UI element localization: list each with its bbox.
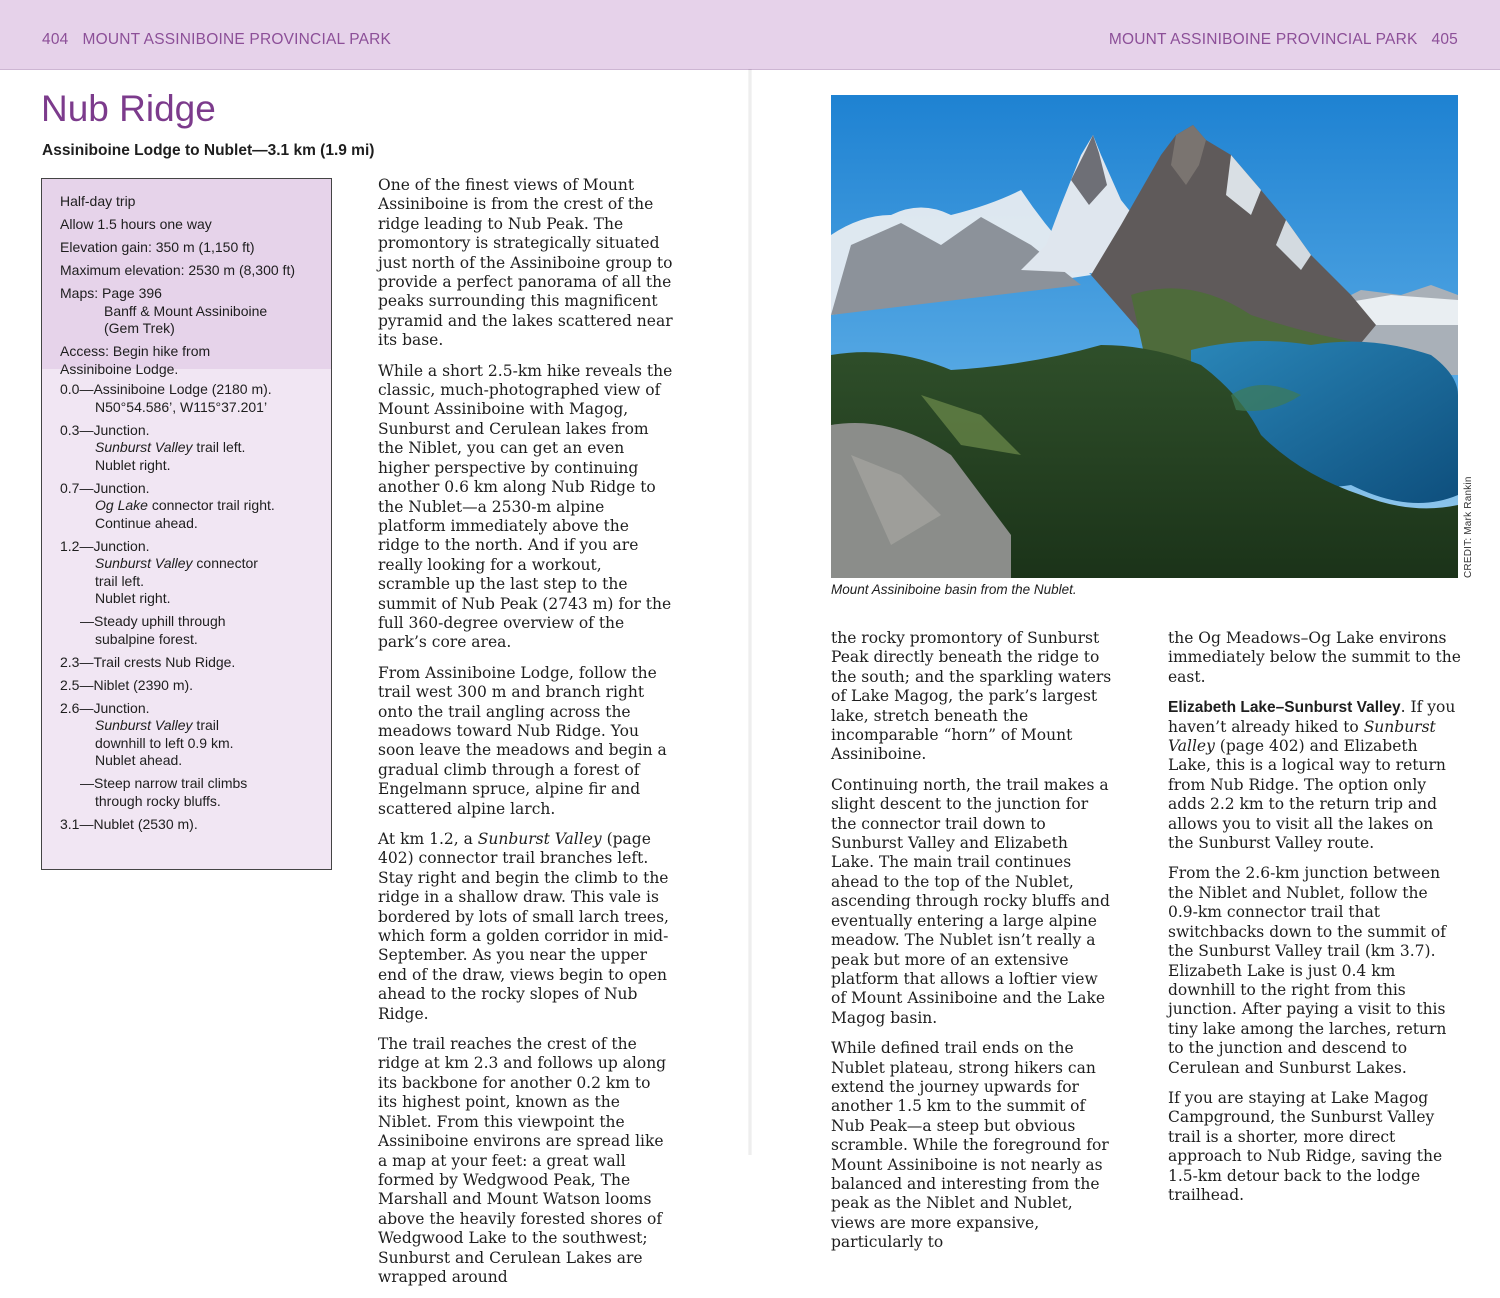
trail-summary xyxy=(42,179,331,377)
log-text: subalpine forest. xyxy=(95,630,198,647)
log-text: 0.0—Assiniboine Lodge (2180 m). xyxy=(60,381,272,397)
hike-subtitle: Assiniboine Lodge to Nublet—3.1 km (1.9 mi) xyxy=(42,142,375,159)
photo-credit: CREDIT: Mark Rankin xyxy=(1463,476,1474,578)
paragraph-text: . If you haven’t already hiked to xyxy=(1168,698,1456,736)
maps-line-3: (Gem Trek) xyxy=(104,320,175,336)
left-running-title: MOUNT ASSINIBOINE PROVINCIAL PARK xyxy=(82,31,392,48)
access-line-2: Assiniboine Lodge. xyxy=(60,360,179,377)
paragraph-text: At km 1.2, a xyxy=(378,830,478,848)
trail-log xyxy=(42,369,331,833)
log-text: Nublet right. xyxy=(95,590,171,606)
page-title: Nub Ridge xyxy=(41,88,216,129)
paragraph: From the 2.6-km junction between the Niblet and Nublet, follow the 0.9-km connector trail that switchbacks down to the summit of the Sunburst Valley trail (km 3.7). Elizabeth Lake is just 0.4 km downhill to the right from this junction. After paying a visit to this tiny lake among the larches, return to the junction and descend to Cerulean and Sunburst Lakes. xyxy=(1168,864,1447,1077)
elevation-gain: Elevation gain: 350 m (1,150 ft) xyxy=(60,239,255,255)
log-text xyxy=(60,439,321,457)
body-column-3 xyxy=(1168,629,1462,1216)
log-entry: 2.5—Niblet (2390 m). xyxy=(60,676,194,693)
log-entry xyxy=(60,700,321,770)
trail-name: Og Lake xyxy=(95,497,148,513)
trail-name: Sunburst Valley xyxy=(95,717,193,733)
trail-info-sidebar xyxy=(41,178,332,870)
max-elevation: Maximum elevation: 2530 m (8,300 ft) xyxy=(60,262,295,278)
log-entry: 3.1—Nublet (2530 m). xyxy=(60,815,198,832)
body-column-1 xyxy=(378,176,674,1298)
paragraph xyxy=(1168,698,1462,853)
paragraph-text: (page 402) connector trail branches left. Stay right and begin the climb to the ridge in a shallow draw. This vale is bordered by lots of small larch trees, which form a golden corridor in mid-September. As you near the upper end of the draw, views begin to open ahead to the rocky slopes of Nub Ridge. xyxy=(378,830,669,1023)
paragraph: If you are staying at Lake Magog Campground, the Sunburst Valley trail is a shorter, more direct approach to Nub Ridge, saving the 1.5-km detour back to the lodge trailhead. xyxy=(1168,1088,1443,1204)
mountain-photo xyxy=(831,95,1458,578)
paragraph: One of the finest views of Mount Assiniboine is from the crest of the ridge leading to Nub Peak. The promontory is strategically situated just north of the Assiniboine group to provide a perfect panorama of all the peaks surrounding this magnificent pyramid and the lakes scattered near its base. xyxy=(378,176,673,350)
log-entry xyxy=(60,381,321,416)
log-entry xyxy=(60,775,321,810)
running-header xyxy=(0,0,1500,70)
log-text: —Steep narrow trail climbs xyxy=(80,775,248,791)
section-heading: Elizabeth Lake–Sunburst Valley xyxy=(1168,699,1401,717)
trail-name: Sunburst Valley xyxy=(95,555,193,571)
paragraph: The trail reaches the crest of the ridge at km 2.3 and follows up along its backbone for another 0.2 km to its highest point, known as the Niblet. From this viewpoint the Assiniboine environs are spread like a map at your feet: a great wall formed by Wedgwood Peak, The Marshall and Mount Watson looms above the heavily forested shores of Wedgwood Lake to the southwest; Sunburst and Cerulean Lakes are wrapped around xyxy=(378,1035,667,1286)
right-page-number: 405 xyxy=(1431,31,1458,48)
log-text: Continue ahead. xyxy=(95,514,198,531)
paragraph-text: (page 402) and Elizabeth Lake, this is a logical way to return from Nub Ridge. The option only adds 2.2 km to the return trip and allows you to visit all the lakes on the Sunburst Valley route. xyxy=(1168,737,1446,853)
trip-time: Allow 1.5 hours one way xyxy=(60,216,212,232)
log-entry xyxy=(60,422,321,475)
book-spine-shadow xyxy=(748,69,752,1155)
log-text: through rocky bluffs. xyxy=(95,792,221,809)
paragraph: While a short 2.5-km hike reveals the classic, much-photographed view of Mount Assiniboine with Magog, Sunburst and Cerulean lakes from the Niblet, you can get an even higher perspective by continuing another 0.6 km along Nub Ridge to the Nublet—a 2530-m alpine platform immediately above the ridge to the north. And if you are really looking for a workout, scramble up the last step to the summit of Nub Peak (2743 m) for the full 360-degree overview of the park’s core area. xyxy=(378,361,673,652)
paragraph: the rocky promontory of Sunburst Peak directly beneath the ridge to the south; and the sparkling waters of Lake Magog, the park’s largest lake, stretch beneath the incomparable “horn” of Mount Assiniboine. xyxy=(831,629,1112,764)
maps-line-2: Banff & Mount Assiniboine xyxy=(104,302,268,319)
paragraph: the Og Meadows–Og Lake environs immediately below the summit to the east. xyxy=(1168,629,1461,686)
log-text: connector xyxy=(192,555,258,571)
log-entry xyxy=(60,613,321,648)
log-text: connector trail right. xyxy=(147,497,275,513)
log-coordinates: N50°54.586’, W115°37.201’ xyxy=(95,398,268,415)
paragraph: While defined trail ends on the Nublet plateau, strong hikers can extend the journey upwards for another 1.5 km to the summit of Nub Peak—a steep but obvious scramble. While the foreground for Mount Assiniboine is not nearly as balanced and interesting from the peak as the Niblet and Nublet, views are more expansive, particularly to xyxy=(831,1039,1109,1252)
log-text: —Steady uphill through xyxy=(80,613,226,629)
right-running-title: MOUNT ASSINIBOINE PROVINCIAL PARK xyxy=(1108,31,1418,48)
log-text: trail left. xyxy=(192,439,246,455)
photo-caption: Mount Assiniboine basin from the Nublet. xyxy=(831,582,1077,597)
trail-name: Sunburst Valley xyxy=(95,439,193,455)
log-text: Nublet right. xyxy=(95,456,171,473)
log-text xyxy=(60,555,321,573)
left-running-head xyxy=(42,31,391,49)
log-text: 2.6—Junction. xyxy=(60,699,150,716)
log-text: Nublet ahead. xyxy=(95,752,183,768)
trail-name: Sunburst Valley xyxy=(477,830,602,848)
maps-line: Maps: Page 396 xyxy=(60,285,162,301)
trip-length: Half-day trip xyxy=(60,193,136,209)
access-line: Access: Begin hike from xyxy=(60,343,211,359)
log-entry xyxy=(60,538,321,608)
log-entry xyxy=(60,480,321,533)
right-running-head xyxy=(1109,31,1458,49)
log-text: 0.3—Junction. xyxy=(60,421,150,438)
log-text: 0.7—Junction. xyxy=(60,479,150,496)
log-text: trail xyxy=(192,717,219,733)
log-entry: 2.3—Trail crests Nub Ridge. xyxy=(60,653,236,670)
mountain-landscape-illustration xyxy=(831,95,1458,578)
paragraph: Continuing north, the trail makes a slight descent to the junction for the connector trail down to Sunburst Valley and Elizabeth Lake. The main trail continues ahead to the top of the Nublet, ascending through rocky bluffs and eventually entering a large alpine meadow. The Nublet isn’t really a peak but more of an extensive platform that allows a loftier view of Mount Assiniboine and the Lake Magog basin. xyxy=(831,775,1110,1027)
paragraph xyxy=(378,830,674,1024)
log-text xyxy=(60,717,321,735)
log-text: trail left. xyxy=(95,572,145,589)
left-page-number: 404 xyxy=(42,31,69,48)
log-text xyxy=(60,497,321,515)
log-text: downhill to left 0.9 km. xyxy=(95,734,234,751)
body-column-2 xyxy=(831,629,1113,1264)
log-text: 1.2—Junction. xyxy=(60,537,150,554)
trail-name: Sunburst Valley xyxy=(1168,717,1436,756)
paragraph: From Assiniboine Lodge, follow the trail west 300 m and branch right onto the trail angling across the meadows toward Nub Ridge. You soon leave the meadows and begin a gradual climb through a forest of Engelmann spruce, alpine fir and scattered alpine larch. xyxy=(378,663,667,818)
